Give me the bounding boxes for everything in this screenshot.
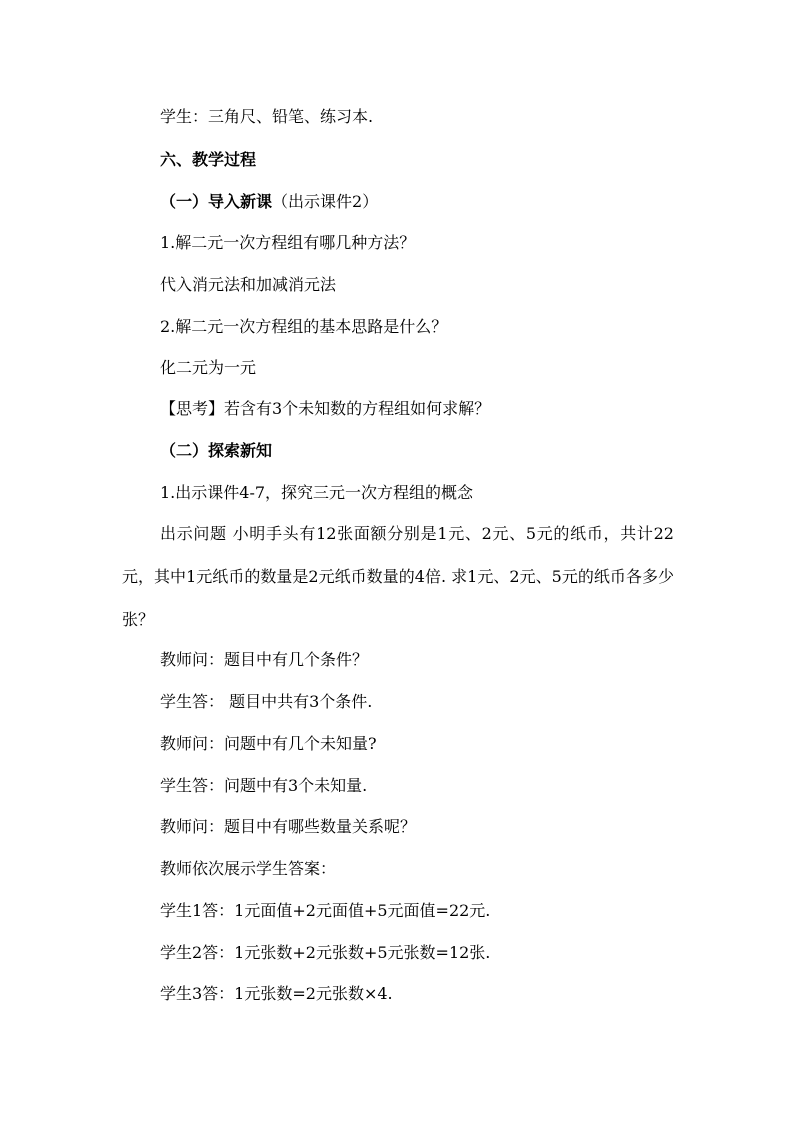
teacher-question-3: 教师问：题目中有哪些数量关系呢？ xyxy=(160,817,417,836)
answer-2: 化二元为一元 xyxy=(160,358,257,377)
explore-step-1: 1.出示课件4-7，探究三元一次方程组的概念 xyxy=(160,483,474,502)
subsection-heading-intro xyxy=(160,192,378,212)
materials-line: 学生：三角尺、铅笔、练习本. xyxy=(160,107,374,126)
teacher-shows-answers: 教师依次展示学生答案： xyxy=(160,859,337,878)
student-answer-1: 学生答： 题目中共有3个条件. xyxy=(160,692,373,711)
subsection-note: （出示课件2） xyxy=(272,192,379,211)
section-heading-teaching-process: 六、教学过程 xyxy=(160,150,257,169)
think-prompt: 【思考】若含有3个未知数的方程组如何求解？ xyxy=(160,399,491,418)
answer-1: 代入消元法和加减消元法 xyxy=(160,275,337,294)
question-1: 1.解二元一次方程组有哪几种方法？ xyxy=(160,233,416,252)
problem-paragraph: 出示问题 小明手头有12张面额分别是1元、2元、5元的纸币，共计22元，其中1元纸币的数量是2元纸币数量的4倍. 求1元、2元、5元的纸币各多少张？ xyxy=(122,524,674,629)
subsection-heading-explore: （二）探索新知 xyxy=(160,441,273,460)
student-3-answer: 学生3答：1元张数=2元张数×4. xyxy=(160,984,393,1003)
question-2: 2.解二元一次方程组的基本思路是什么？ xyxy=(160,317,448,336)
teacher-question-1: 教师问：题目中有几个条件？ xyxy=(160,650,369,669)
teacher-question-2: 教师问：问题中有几个未知量? xyxy=(160,734,377,753)
student-2-answer: 学生2答：1元张数+2元张数+5元张数=12张. xyxy=(160,943,491,962)
subsection-title: （一）导入新课 xyxy=(160,192,273,211)
student-1-answer: 学生1答：1元面值+2元面值+5元面值=22元. xyxy=(160,901,491,920)
student-answer-2: 学生答：问题中有3个未知量. xyxy=(160,776,368,795)
